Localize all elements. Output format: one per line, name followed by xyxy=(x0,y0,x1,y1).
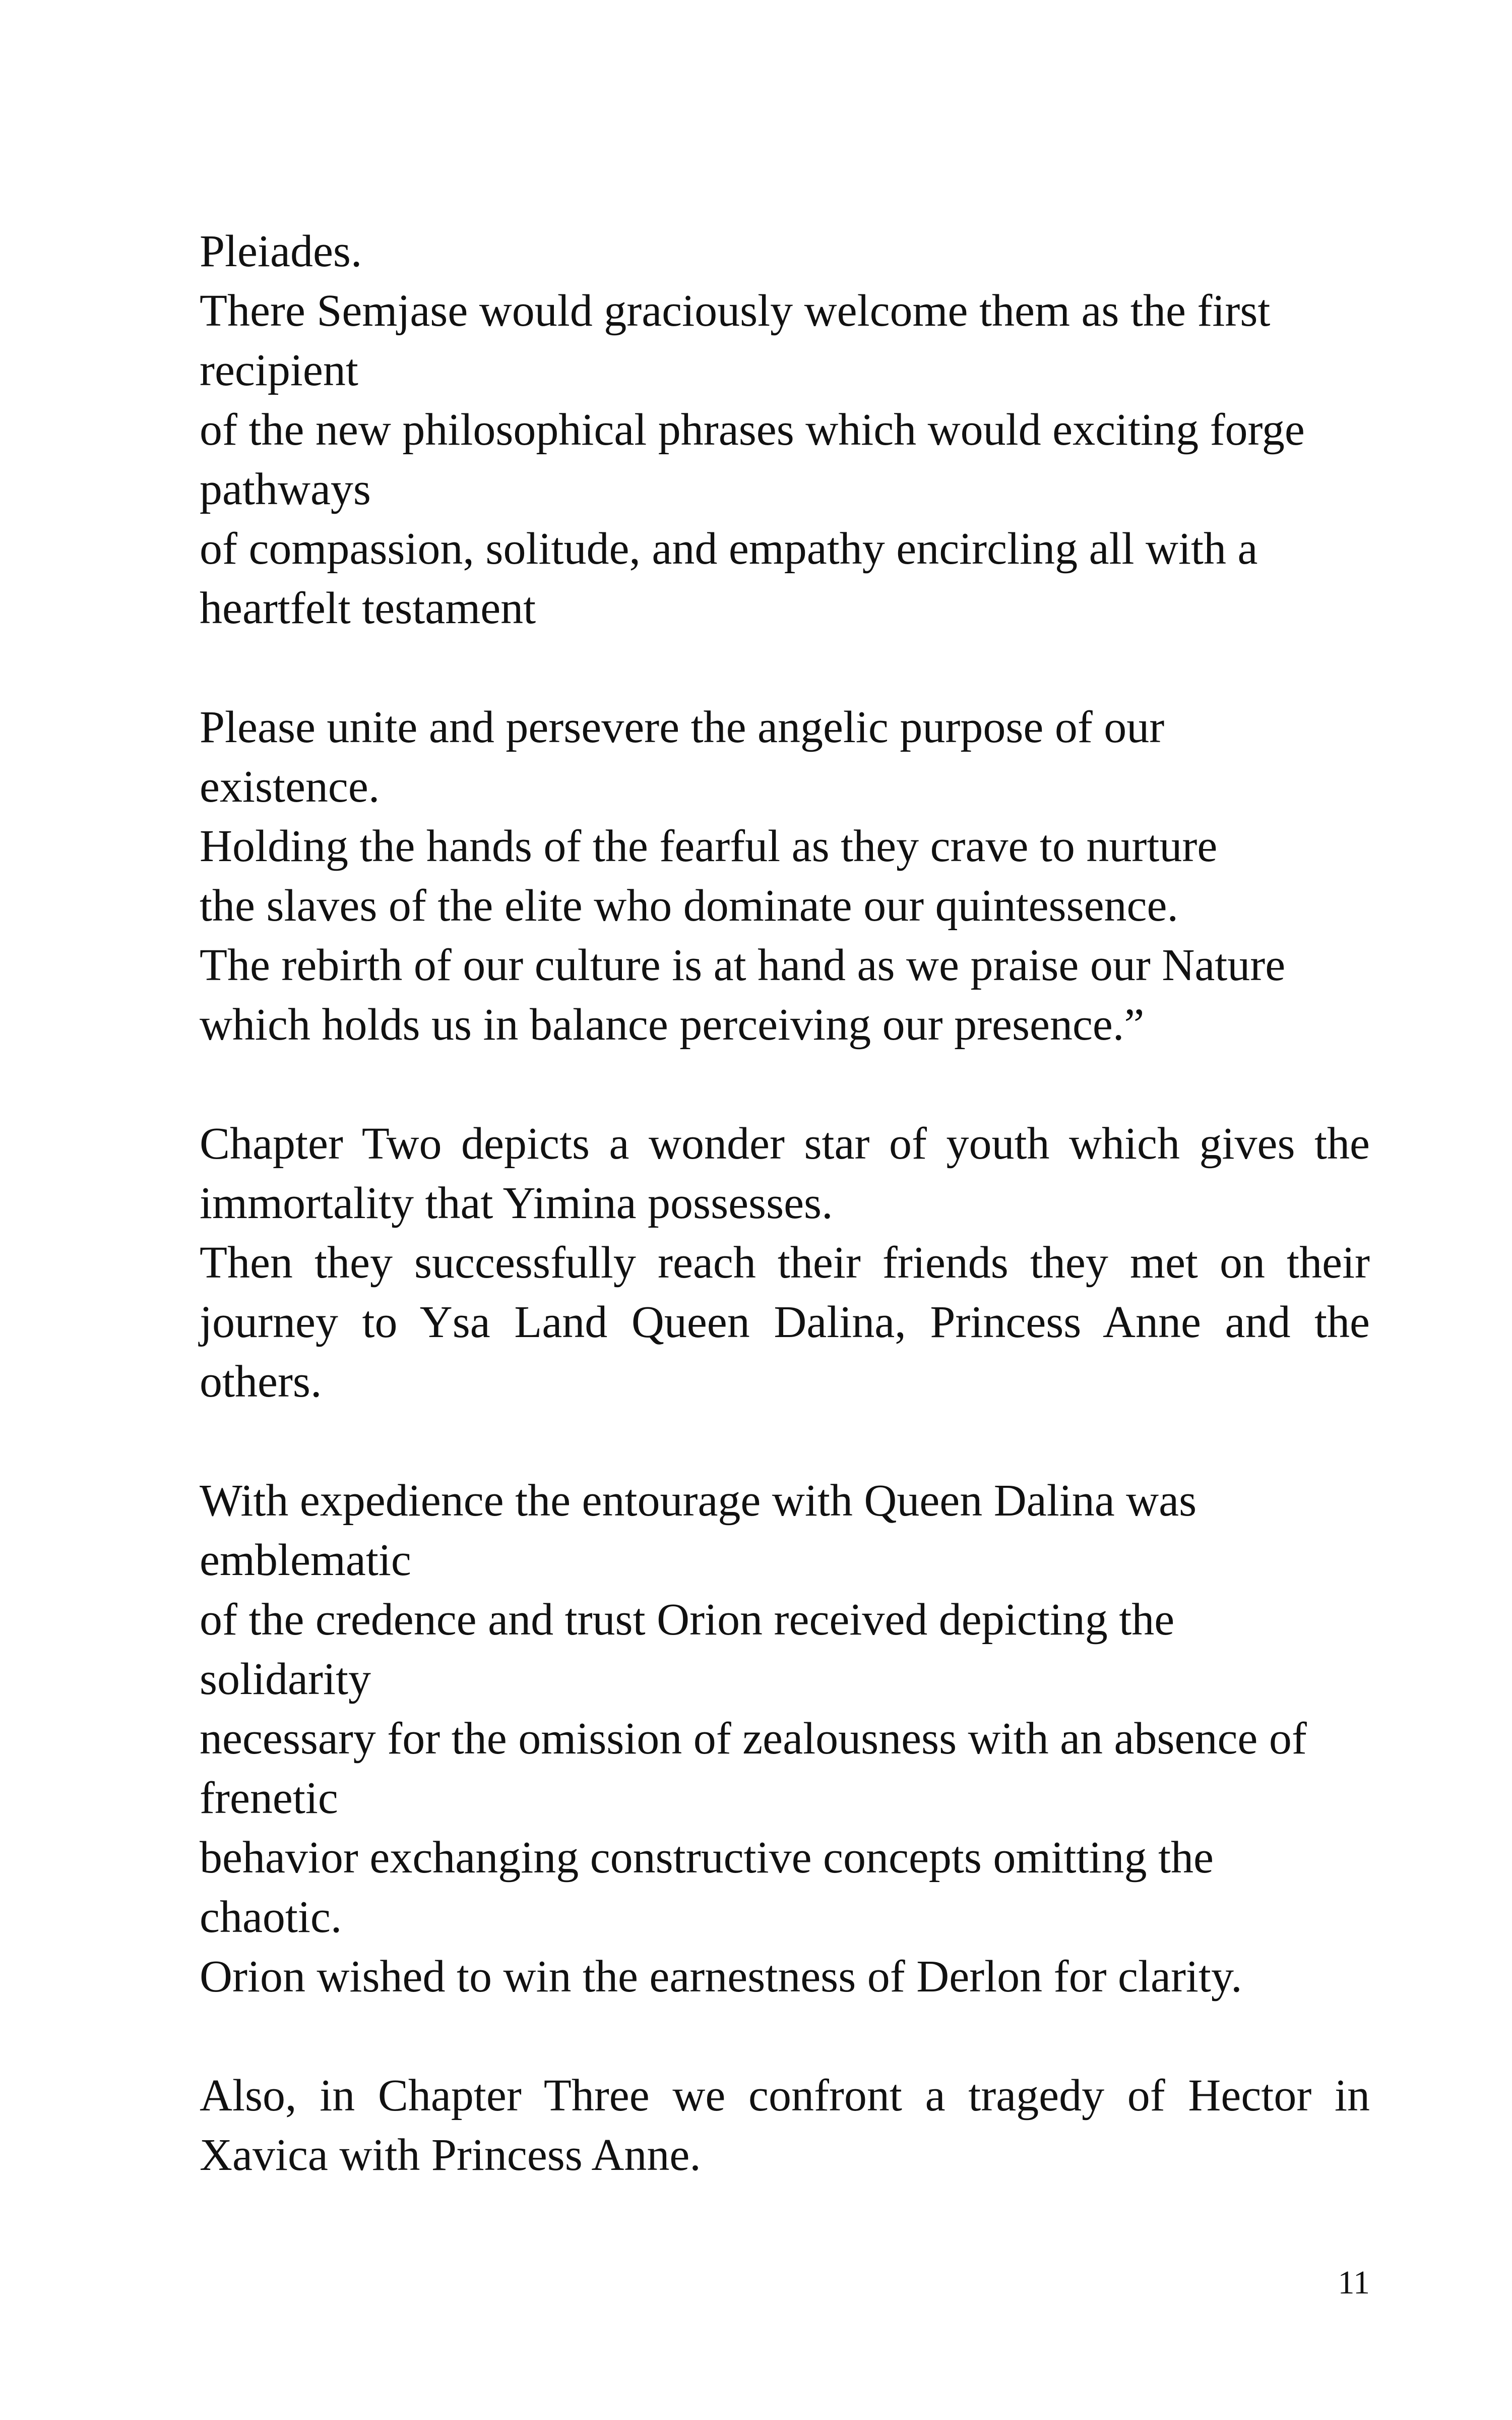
text-line: of the new philosophical phrases which would exciting forge xyxy=(200,405,1305,455)
paragraph-unite xyxy=(200,698,1370,1055)
paragraph-gap xyxy=(200,1055,1370,1114)
text-line: recipient xyxy=(200,345,358,395)
text-line: existence. xyxy=(200,762,380,812)
text-paragraph: Also, in Chapter Three we confront a tragedy of Hector in Xavica with Princess Anne. xyxy=(200,2071,1370,2180)
text-line: Please unite and persevere the angelic purpose of our xyxy=(200,702,1165,752)
paragraph-chapter-three xyxy=(200,2066,1370,2185)
text-line: behavior exchanging constructive concepts omitting the xyxy=(200,1833,1214,1883)
text-line: of compassion, solitude, and empathy encircling all with a xyxy=(200,524,1258,574)
text-line: heartfelt testament xyxy=(200,583,536,633)
text-line: Holding the hands of the fearful as they crave to nurture xyxy=(200,821,1218,871)
paragraph-gap xyxy=(200,2007,1370,2066)
text-line: There Semjase would graciously welcome them as the first xyxy=(200,286,1271,336)
paragraph-expedience xyxy=(200,1471,1370,2007)
text-line: which holds us in balance perceiving our presence.” xyxy=(200,1000,1145,1050)
text-line: pathways xyxy=(200,464,371,514)
text-line: the slaves of the elite who dominate our quintessence. xyxy=(200,881,1178,931)
text-line: chaotic. xyxy=(200,1892,342,1942)
text-line: necessary for the omission of zealousness with an absence of xyxy=(200,1714,1307,1764)
page-body-text xyxy=(200,222,1370,2185)
paragraph-chapter-two xyxy=(200,1114,1370,1412)
text-paragraph: Chapter Two depicts a wonder star of youth which gives the immortality that Yimina possesses. xyxy=(200,1119,1370,1228)
paragraph-gap xyxy=(200,638,1370,698)
paragraph-gap xyxy=(200,1412,1370,1471)
text-paragraph: Then they successfully reach their friends they met on their journey to Ysa Land Queen Dalina, Princess Anne and the others. xyxy=(200,1238,1370,1407)
text-line: Pleiades. xyxy=(200,226,362,276)
text-line: solidarity xyxy=(200,1654,371,1704)
paragraph-pleiades xyxy=(200,222,1370,638)
text-line: emblematic xyxy=(200,1535,411,1585)
text-line: The rebirth of our culture is at hand as we praise our Nature xyxy=(200,940,1286,990)
text-line: With expedience the entourage with Queen Dalina was xyxy=(200,1476,1197,1526)
text-line: frenetic xyxy=(200,1773,338,1823)
text-line: of the credence and trust Orion received depicting the xyxy=(200,1595,1175,1645)
page-number: 11 xyxy=(1338,2264,1370,2301)
text-line: Orion wished to win the earnestness of Derlon for clarity. xyxy=(200,1952,1242,2002)
